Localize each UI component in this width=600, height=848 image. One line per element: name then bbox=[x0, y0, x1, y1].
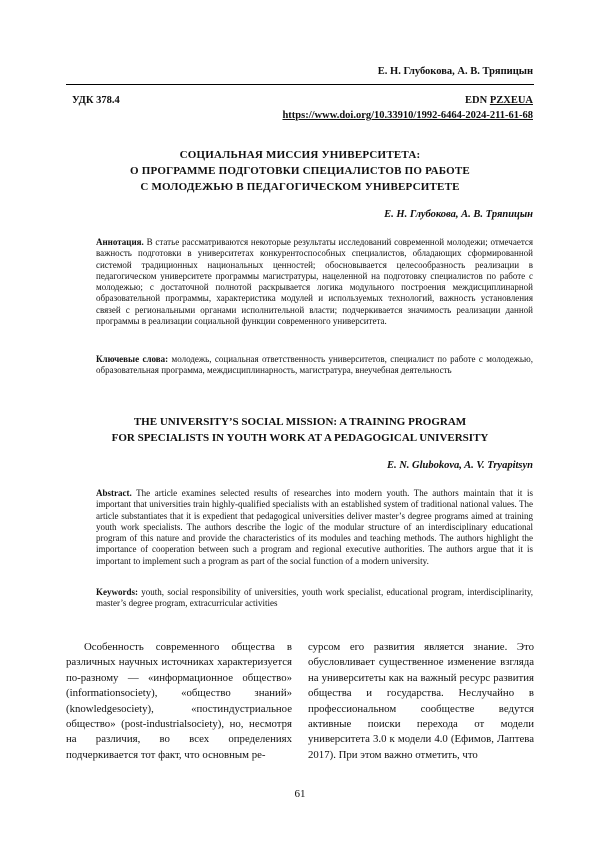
keywords-en bbox=[96, 587, 533, 610]
title-ru-line: О ПРОГРАММЕ ПОДГОТОВКИ СПЕЦИАЛИСТОВ ПО РАБОТЕ bbox=[130, 165, 470, 177]
keywords-ru-label: Ключевые слова: bbox=[96, 354, 169, 364]
title-en-line: FOR SPECIALISTS IN YOUTH WORK AT A PEDAGOGICAL UNIVERSITY bbox=[111, 432, 489, 444]
edn-code bbox=[465, 95, 533, 106]
keywords-en-text: youth, social responsibility of universities, youth work specialist, educational program, interdisciplinarity, master’s degree program, extracurricular activities bbox=[96, 587, 533, 609]
authors-ru: Е. Н. Глубокова, А. В. Тряпицын bbox=[384, 209, 533, 220]
edn-link[interactable]: PZXEUA bbox=[489, 95, 533, 106]
title-ru-line: СОЦИАЛЬНАЯ МИССИЯ УНИВЕРСИТЕТА: bbox=[179, 149, 421, 161]
body-left-column: Особенность современного общества в различных научных источниках характеризуется по-разному — «информационное общество» (informationsociety), «общество знаний» (knowledgesociety), «постиндустриальное общество» (post-industrialsociety), но, несмотря на различия, во всех определениях подчеркивается тот факт, что основным ре- bbox=[66, 641, 292, 761]
udk-code: УДК 378.4 bbox=[72, 95, 120, 106]
keywords-en-label: Keywords: bbox=[96, 587, 138, 597]
article-title-ru bbox=[66, 147, 534, 195]
article-title-en bbox=[66, 414, 534, 446]
body-right-column: сурсом его развития является знание. Это обусловливает существенное изменение взгляда на университеты как на важный ресурс развития общества и государства. Неслучайно в профессиональном сообществе ведутся активные поиски перехода от модели университета 3.0 к модели 4.0 (Ефимов, Лаптева 2017). При этом важно отметить, что bbox=[308, 641, 534, 761]
abstract-en bbox=[96, 488, 533, 567]
abstract-en-text: The article examines selected results of researches into modern youth. The authors maintain that it is important that universities train highly-qualified specialists with an established system of traditional national values. The article substantiates that it is expedient that pedagogical universities deliver master’s degree programs aimed at training youth work specialists. The authors describe the logic of the modular structure of an interdisciplinary educational program of this nature and provide the characteristics of its modules and teaching methods. The authors highlight the importance of cooperation between such a program and regional executive authorities. The authors argue that it is important to implement such a program as part of the social function of a modern university. bbox=[96, 488, 533, 566]
running-header-authors: Е. Н. Глубокова, А. В. Тряпицын bbox=[377, 66, 533, 77]
abstract-ru-text: В статье рассматриваются некоторые результаты исследований современной молодежи; отмечается важность подготовки в университетах конкурентоспособных специалистов, обладающих сформированной системой традиционных национальных ценностей; обосновывается целесообразность реализации в педагогическом университете программы магистратуры, нацеленной на подготовку специалистов по работе с молодежью; с достаточной полнотой раскрывается логика модульного построения междисциплинарной образовательной программы, характеристика модулей и используемых технологий, важность установления связей с региональными органами исполнительной власти; подчеркивается значимость реализации данной программы в реализации социальной функции современного университета. bbox=[96, 237, 533, 327]
keywords-ru bbox=[96, 354, 533, 377]
keywords-ru-text: молодежь, социальная ответственность университетов, специалист по работе с молодежью, образовательная программа, междисциплинарность, магистратура, внеучебная деятельность bbox=[96, 354, 533, 376]
authors-en: E. N. Glubokova, A. V. Tryapitsyn bbox=[386, 460, 533, 471]
abstract-en-label: Abstract. bbox=[96, 488, 132, 498]
title-en-line: THE UNIVERSITY’S SOCIAL MISSION: A TRAINING PROGRAM bbox=[133, 416, 467, 428]
page-number: 61 bbox=[294, 788, 306, 800]
header-rule bbox=[66, 84, 534, 85]
title-ru-line: С МОЛОДЕЖЬЮ В ПЕДАГОГИЧЕСКОМ УНИВЕРСИТЕТЕ bbox=[140, 181, 460, 193]
edn-prefix: EDN bbox=[465, 95, 490, 106]
doi-link[interactable]: https://www.doi.org/10.33910/1992-6464-2024-211-61-68 bbox=[282, 110, 533, 121]
abstract-ru bbox=[96, 237, 533, 327]
abstract-ru-label: Аннотация. bbox=[96, 237, 144, 247]
